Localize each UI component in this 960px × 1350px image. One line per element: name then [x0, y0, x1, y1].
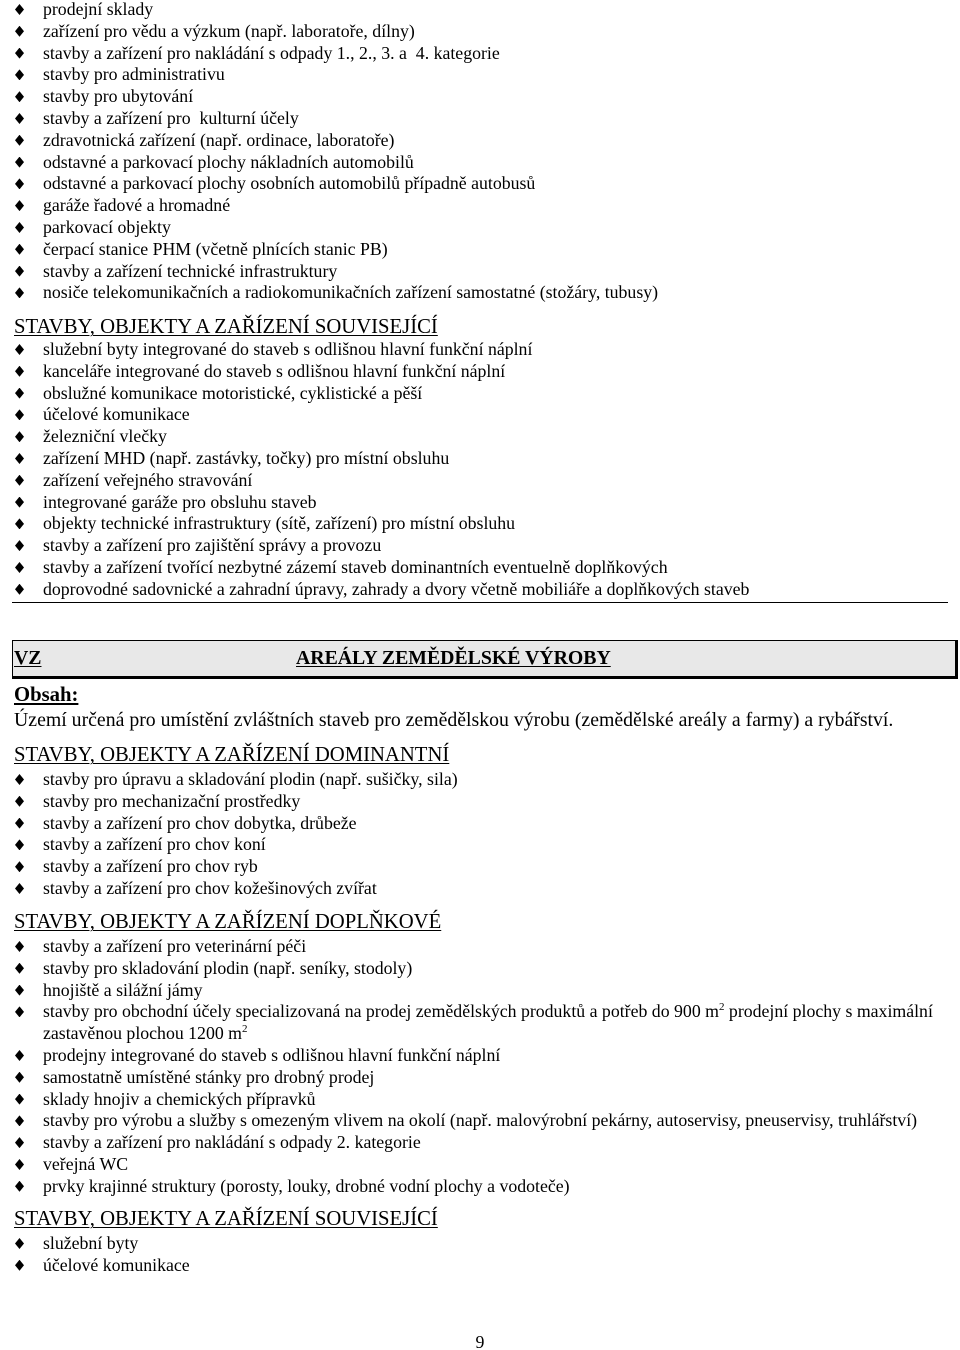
- diamond-bullet-icon: [15, 774, 24, 785]
- list-item-text: stavby a zařízení pro nakládání s odpady 1., 2., 3. a 4. kategorie: [43, 42, 500, 63]
- diamond-bullet-icon: [15, 69, 24, 80]
- dominant-item-list: [14, 769, 950, 900]
- list-item-text: služební byty integrované do staveb s odlišnou hlavní funkční náplní: [43, 339, 533, 359]
- list-item: [14, 64, 950, 86]
- list-item-text: sklady hnojiv a chemických přípravků: [43, 1088, 316, 1109]
- list-item-text: obslužné komunikace motoristické, cyklistické a pěší: [43, 382, 423, 403]
- diamond-bullet-icon: [15, 1159, 24, 1170]
- related-item-list: [14, 339, 950, 601]
- diamond-bullet-icon: [15, 135, 24, 146]
- list-item: [14, 834, 950, 856]
- diamond-bullet-icon: [15, 497, 24, 508]
- list-item-text: objekty technické infrastruktury (sítě, zařízení) pro místní obsluhu: [43, 513, 516, 534]
- diamond-bullet-icon: [15, 796, 24, 807]
- list-item: [14, 856, 950, 878]
- list-item: [14, 152, 950, 174]
- diamond-bullet-icon: [15, 1006, 24, 1017]
- list-item-text: parkovací objekty: [43, 216, 171, 237]
- list-item: [14, 0, 950, 21]
- section-heading-supplementary: STAVBY, OBJEKTY A ZAŘÍZENÍ DOPLŇKOVÉ: [14, 911, 442, 933]
- content-text: Území určená pro umístění zvláštních staveb pro zemědělskou výrobu (zemědělské areály a farmy) a rybářství.: [14, 709, 894, 731]
- superscript: 2: [242, 1023, 248, 1036]
- diamond-bullet-icon: [15, 244, 24, 255]
- list-item: [14, 980, 950, 1002]
- list-item-text: čerpací stanice PHM (včetně plnících stanic PB): [43, 238, 388, 259]
- diamond-bullet-icon: [15, 178, 24, 189]
- list-item-text: stavby a zařízení pro chov koní: [43, 834, 266, 855]
- superscript: 2: [718, 1001, 725, 1014]
- list-item: [14, 936, 950, 958]
- list-item: [14, 404, 950, 426]
- list-item-text: integrované garáže pro obsluhu staveb: [43, 491, 317, 512]
- diamond-bullet-icon: [15, 409, 24, 420]
- list-item: [14, 130, 950, 152]
- diamond-bullet-icon: [15, 287, 24, 298]
- list-item-text: prodejny integrované do staveb s odlišnou hlavní funkční náplní: [43, 1044, 501, 1065]
- list-item-text: stavby a zařízení technické infrastruktury: [43, 260, 338, 281]
- list-item-text: hnojiště a silážní jámy: [43, 979, 203, 1000]
- section-heading-dominant: STAVBY, OBJEKTY A ZAŘÍZENÍ DOMINANTNÍ: [14, 744, 450, 766]
- supplementary-item-list: [14, 936, 950, 1198]
- diamond-bullet-icon: [15, 4, 24, 15]
- list-item-text: služební byty: [43, 1233, 139, 1253]
- list-item-text: účelové komunikace: [43, 1254, 190, 1275]
- list-item: [14, 195, 950, 217]
- list-item: [14, 470, 950, 492]
- list-item: [14, 339, 950, 361]
- section-heading-related: STAVBY, OBJEKTY A ZAŘÍZENÍ SOUVISEJÍCÍ: [14, 316, 438, 338]
- diamond-bullet-icon: [15, 1260, 24, 1271]
- diamond-bullet-icon: [15, 91, 24, 102]
- list-item: [14, 1154, 950, 1176]
- diamond-bullet-icon: [15, 518, 24, 529]
- list-item-text: stavby a zařízení pro nakládání s odpady 2. kategorie: [43, 1132, 421, 1153]
- list-item: [14, 173, 950, 195]
- list-item: [14, 261, 950, 283]
- list-item-text: stavby pro administrativu: [43, 64, 225, 85]
- diamond-bullet-icon: [15, 839, 24, 850]
- list-item: [14, 21, 950, 43]
- list-item-text: prodejní plochy s maximální zastavěnou plochou 1200 m: [43, 1001, 938, 1044]
- list-item-text: odstavné a parkovací plochy nákladních automobilů: [43, 151, 414, 172]
- section-heading-related: STAVBY, OBJEKTY A ZAŘÍZENÍ SOUVISEJÍCÍ: [14, 1208, 438, 1230]
- section-divider: [12, 602, 948, 603]
- diamond-bullet-icon: [15, 540, 24, 551]
- diamond-bullet-icon: [15, 1094, 24, 1105]
- diamond-bullet-icon: [15, 200, 24, 211]
- diamond-bullet-icon: [15, 1238, 24, 1249]
- list-item-text: zdravotnická zařízení (např. ordinace, laboratoře): [43, 129, 395, 150]
- zone-header-box: [12, 640, 958, 679]
- zone-code: VZ: [14, 647, 42, 669]
- diamond-bullet-icon: [15, 584, 24, 595]
- list-item: [14, 383, 950, 405]
- diamond-bullet-icon: [15, 48, 24, 59]
- list-item: [14, 239, 950, 261]
- diamond-bullet-icon: [15, 475, 24, 486]
- list-item-text: stavby pro výrobu a služby s omezeným vlivem na okolí (např. malovýrobní pekárny, autoservisy, pneuservisy, truhlářství): [43, 1110, 918, 1131]
- list-item-text: stavby pro obchodní účely specializovaná na prodej zemědělských produktů a potřeb do 900 m: [43, 1001, 719, 1022]
- list-item: [14, 1110, 950, 1132]
- diamond-bullet-icon: [15, 344, 24, 355]
- list-item-text: stavby a zařízení tvořící nezbytné zázemí staveb dominantních eventuelně doplňkových: [43, 556, 668, 577]
- list-item-text: stavby a zařízení pro veterinární péči: [43, 936, 307, 956]
- diamond-bullet-icon: [15, 941, 24, 952]
- list-item-text: stavby a zařízení pro chov kožešinových zvířat: [43, 877, 377, 898]
- diamond-bullet-icon: [15, 883, 24, 894]
- diamond-bullet-icon: [15, 1050, 24, 1061]
- list-item: [14, 958, 950, 980]
- list-item: [14, 1067, 950, 1089]
- list-item: [14, 1001, 950, 1045]
- list-item: [14, 513, 950, 535]
- diamond-bullet-icon: [15, 1115, 24, 1126]
- diamond-bullet-icon: [15, 366, 24, 377]
- list-item-text: železniční vlečky: [43, 426, 167, 447]
- list-item: [14, 492, 950, 514]
- list-item: [14, 1132, 950, 1154]
- list-item-text: prodejní sklady: [43, 0, 154, 19]
- list-item-text: veřejná WC: [43, 1153, 129, 1174]
- list-item: [14, 282, 950, 304]
- list-item-text: doprovodné sadovnické a zahradní úpravy, zahrady a dvory včetně mobiliáře a doplňkových staveb: [43, 578, 750, 599]
- list-item: [14, 579, 950, 601]
- list-item: [14, 535, 950, 557]
- list-item-text: garáže řadové a hromadné: [43, 195, 231, 216]
- diamond-bullet-icon: [15, 861, 24, 872]
- diamond-bullet-icon: [15, 985, 24, 996]
- page-number: 9: [475, 1332, 485, 1350]
- list-item-text: samostatně umístěné stánky pro drobný prodej: [43, 1066, 375, 1087]
- list-item-text: stavby pro ubytování: [43, 86, 194, 107]
- diamond-bullet-icon: [15, 1072, 24, 1083]
- list-item-text: účelové komunikace: [43, 404, 190, 425]
- list-item: [14, 1089, 950, 1111]
- list-item: [14, 448, 950, 470]
- continued-item-list: [14, 0, 950, 304]
- diamond-bullet-icon: [15, 266, 24, 277]
- list-item-text: zařízení veřejného stravování: [43, 469, 253, 490]
- diamond-bullet-icon: [15, 1137, 24, 1148]
- diamond-bullet-icon: [15, 388, 24, 399]
- list-item-text: stavby a zařízení pro zajištění správy a provozu: [43, 535, 382, 556]
- diamond-bullet-icon: [15, 963, 24, 974]
- list-item: [14, 878, 950, 900]
- list-item: [14, 1176, 950, 1198]
- diamond-bullet-icon: [15, 431, 24, 442]
- list-item: [14, 1255, 950, 1277]
- list-item-text: stavby a zařízení pro chov ryb: [43, 856, 258, 877]
- diamond-bullet-icon: [15, 818, 24, 829]
- list-item: [14, 557, 950, 579]
- diamond-bullet-icon: [15, 453, 24, 464]
- diamond-bullet-icon: [15, 113, 24, 124]
- list-item-text: stavby pro úpravu a skladování plodin (např. sušičky, sila): [43, 769, 458, 789]
- zone-title: AREÁLY ZEMĚDĚLSKÉ VÝROBY: [296, 647, 611, 669]
- list-item-text: nosiče telekomunikačních a radiokomunikačních zařízení samostatné (stožáry, tubusy): [43, 282, 659, 303]
- diamond-bullet-icon: [15, 562, 24, 573]
- diamond-bullet-icon: [15, 222, 24, 233]
- list-item: [14, 813, 950, 835]
- list-item: [14, 769, 950, 791]
- list-item-text: odstavné a parkovací plochy osobních automobilů případně autobusů: [43, 173, 536, 194]
- list-item-text: zařízení pro vědu a výzkum (např. laboratoře, dílny): [43, 20, 415, 41]
- list-item-text: stavby pro mechanizační prostředky: [43, 790, 301, 811]
- list-item-text: stavby pro skladování plodin (např. seníky, stodoly): [43, 957, 413, 978]
- list-item: [14, 1233, 950, 1255]
- list-item-text: prvky krajinné struktury (porosty, louky, drobné vodní plochy a vodoteče): [43, 1175, 570, 1196]
- diamond-bullet-icon: [15, 157, 24, 168]
- list-item: [14, 1045, 950, 1067]
- list-item-text: kanceláře integrované do staveb s odlišnou hlavní funkční náplní: [43, 360, 506, 381]
- list-item: [14, 361, 950, 383]
- related-item-list: [14, 1233, 950, 1277]
- list-item: [14, 426, 950, 448]
- list-item-text: stavby a zařízení pro chov dobytka, drůbeže: [43, 812, 357, 833]
- diamond-bullet-icon: [15, 1181, 24, 1192]
- content-label: Obsah:: [14, 684, 79, 706]
- list-item: [14, 43, 950, 65]
- list-item-text: zařízení MHD (např. zastávky, točky) pro místní obsluhu: [43, 447, 450, 468]
- diamond-bullet-icon: [15, 26, 24, 37]
- list-item: [14, 108, 950, 130]
- list-item: [14, 86, 950, 108]
- list-item: [14, 217, 950, 239]
- list-item-text: stavby a zařízení pro kulturní účely: [43, 107, 299, 128]
- list-item: [14, 791, 950, 813]
